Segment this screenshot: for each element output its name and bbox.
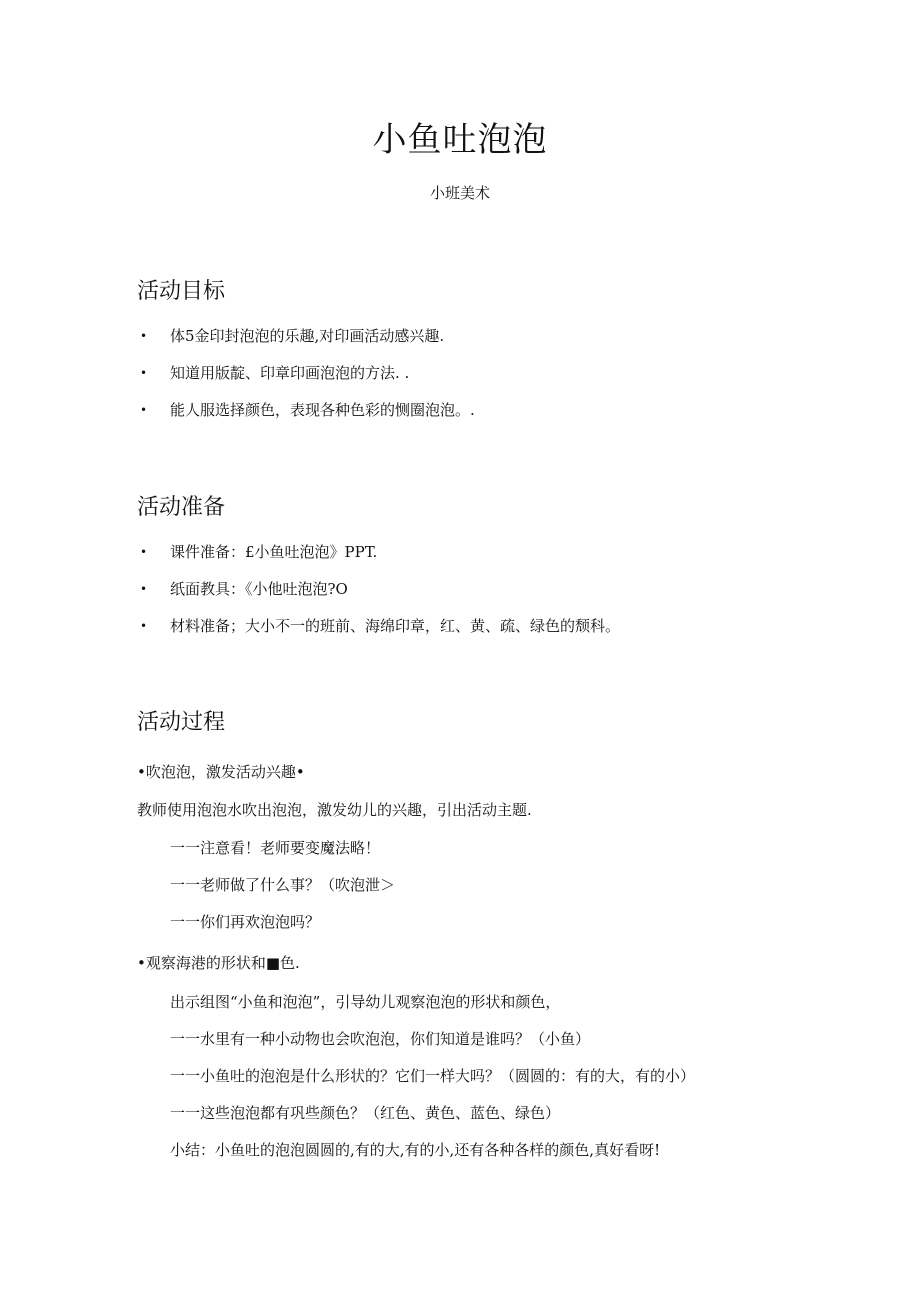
- dialogue-line: 一一老师做了什么事？（吹泡泄＞: [170, 876, 396, 894]
- dialogue-line: 一一水里有一种小动物也会吹泡泡，你们知道是谁吗？（小鱼）: [170, 1030, 591, 1048]
- bullet-icon: •: [140, 366, 148, 380]
- section-heading-process: 活动过程: [137, 710, 226, 735]
- dialogue-line: 一一你们再欢泡泡吗？: [170, 913, 321, 931]
- summary-line: 小结：小鱼吐的泡泡圆圆的,有的大,有的小,还有各种各样的颜色,真好看呀!: [170, 1141, 661, 1159]
- page-title: 小鱼吐泡泡: [372, 120, 548, 160]
- page-subtitle: 小班美术: [429, 184, 490, 202]
- dialogue-line: 一一小鱼吐的泡泡是什么形状的？它们一样大吗？（圆圆的：有的大，有的小）: [170, 1067, 696, 1085]
- dialogue-line: 一一这些泡泡都有巩些颜色？（红色、黄色、蓝色、绿色）: [170, 1104, 561, 1122]
- dialogue-line: 一一注意看！老师要变魔法略！: [170, 839, 381, 857]
- section-heading-prep: 活动准备: [137, 495, 226, 520]
- bullet-icon: •: [140, 329, 148, 343]
- list-item-text: 纸面教具：《小他吐泡泡?O: [170, 580, 348, 598]
- step-1-intro: 教师使用泡泡水吹出泡泡，激发幼儿的兴趣，引出活动主题.: [137, 801, 532, 819]
- bullet-icon: •: [140, 403, 148, 417]
- bullet-icon: •: [140, 619, 148, 633]
- step-heading-2: •观察海港的形状和■色.: [137, 954, 300, 972]
- step-2-intro: 出示组图“小鱼和泡泡”，引导幼儿观察泡泡的形状和颜色，: [170, 993, 561, 1011]
- bullet-icon: •: [140, 582, 148, 596]
- list-item-text: 材料准备；大小不一的班前、海绵印章，红、黄、疏、绿色的颓科。: [170, 617, 621, 635]
- step-heading-1: •吹泡泡，激发活动兴趣•: [137, 763, 305, 781]
- list-item-text: 知道用版靛、印章印画泡泡的方法. .: [170, 364, 410, 382]
- list-item-text: 课件准备：£小鱼吐泡泡》PPT.: [170, 543, 378, 561]
- list-item-text: 能人服选择颜色，表现各种色彩的恻圈泡泡。.: [170, 401, 475, 419]
- list-item-text: 体5金印封泡泡的乐趣,对印画活动感兴趣.: [170, 327, 445, 345]
- bullet-icon: •: [140, 545, 148, 559]
- section-heading-goals: 活动目标: [137, 279, 226, 304]
